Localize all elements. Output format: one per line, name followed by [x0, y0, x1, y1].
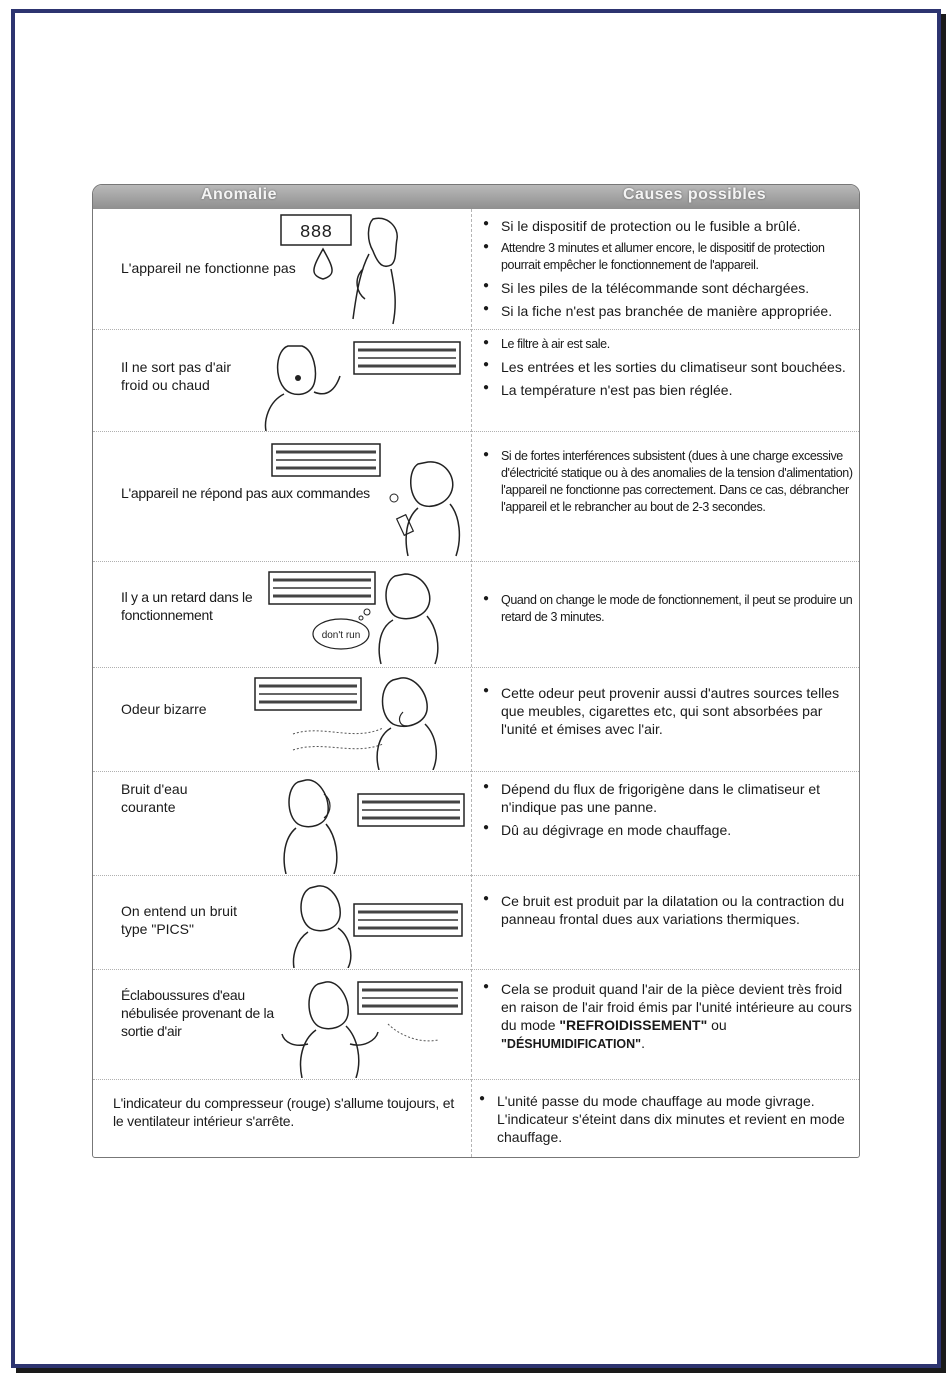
causes-list	[481, 217, 853, 325]
thought-bubble-text: don't run	[321, 630, 361, 641]
cause-item: ● Si de fortes interférences subsistent (dues à une charge excessive d'électricité statique ou à des anomalies de la tension d'alimentation) l'appareil ne fonctionne pas correctement. Dans ce cas, débrancher l'appareil et le rebrancher au bout de 2-3 secondes.	[481, 448, 853, 516]
person-water-sound-illustration	[278, 774, 468, 874]
cause-item: ● Attendre 3 minutes et allumer encore, le dispositif de protection pourrait empêcher le fonctionnement de l'appareil.	[481, 240, 853, 274]
cause-item: ● Quand on change le mode de fonctionnement, il peut se produire un retard de 3 minutes.	[481, 592, 853, 626]
person-air-conditioner-illustration	[258, 336, 468, 431]
anomaly-text: L'appareil ne répond pas aux commandes	[121, 485, 370, 501]
cause-item: ● Si les piles de la télécommande sont déchargées.	[481, 279, 853, 297]
person-smell-illustration	[253, 672, 468, 770]
person-display-illustration	[273, 209, 463, 329]
person-water-spray-illustration	[278, 974, 468, 1078]
table-row	[93, 561, 859, 668]
display-digits: 888	[299, 223, 333, 243]
cause-text-middle: ou	[707, 1017, 727, 1033]
causes-list	[481, 684, 853, 743]
table-row	[93, 1079, 859, 1158]
anomaly-text: Bruit d'eau courante	[121, 781, 188, 815]
person-pics-sound-illustration	[288, 880, 468, 968]
mode-dehumidification: "DÉSHUMIDIFICATION"	[501, 1037, 642, 1051]
mode-cooling: "REFROIDISSEMENT"	[559, 1017, 708, 1033]
causes-list	[481, 980, 853, 1053]
table-row	[93, 667, 859, 772]
cause-item: ● Si la fiche n'est pas branchée de manière appropriée.	[481, 302, 853, 320]
header-causes: Causes possibles	[623, 186, 767, 203]
cause-item	[481, 980, 853, 1053]
cause-item: ● Dépend du flux de frigorigène dans le climatiseur et n'indique pas une panne.	[481, 780, 853, 816]
cause-item: ● Si le dispositif de protection ou le fusible a brûlé.	[481, 217, 853, 235]
causes-list	[477, 1092, 849, 1151]
anomaly-text: Odeur bizarre	[121, 701, 207, 717]
anomaly-text: L'appareil ne fonctionne pas	[121, 260, 296, 276]
table-header	[93, 185, 859, 209]
cause-item: ● Cette odeur peut provenir aussi d'autres sources telles que meubles, cigarettes etc, qui sont absorbées par l'unité et émises avec l'air.	[481, 684, 853, 738]
cause-item: ● Ce bruit est produit par la dilatation ou la contraction du panneau frontal dues aux variations thermiques.	[481, 892, 853, 928]
header-anomaly: Anomalie	[201, 186, 278, 203]
cause-item: ● L'unité passe du mode chauffage au mode givrage. L'indicateur s'éteint dans dix minutes et revient en mode chauffage.	[477, 1092, 849, 1146]
person-remote-illustration	[268, 438, 468, 558]
causes-list	[481, 592, 853, 631]
troubleshooting-table	[92, 184, 860, 1158]
anomaly-text: Éclaboussures d'eau nébulisée provenant de la sortie d'air	[121, 987, 274, 1039]
cause-item: ● Le filtre à air est sale.	[481, 336, 853, 353]
table-row	[93, 431, 859, 562]
causes-list	[481, 448, 853, 521]
cause-item: ● Dû au dégivrage en mode chauffage.	[481, 821, 853, 839]
table-row	[93, 771, 859, 876]
table-row	[93, 209, 859, 329]
cause-text: Cela se produit quand l'air de la pièce devient très froid en raison de l'air froid émis par l'unité intérieure au cours du mode	[501, 981, 852, 1033]
cause-item: ● La température n'est pas bien réglée.	[481, 381, 853, 399]
anomaly-text: L'indicateur du compresseur (rouge) s'allume toujours, et le ventilateur intérieur s'arrête.	[113, 1095, 455, 1129]
table-row	[93, 969, 859, 1080]
bullet: ●	[483, 981, 490, 992]
cause-text-end: .	[641, 1035, 645, 1051]
causes-list	[481, 892, 853, 933]
person-delay-illustration	[265, 566, 465, 666]
anomaly-text: Il ne sort pas d'air froid ou chaud	[121, 359, 232, 393]
causes-list	[481, 780, 853, 844]
causes-list	[481, 336, 853, 404]
cause-item: ● Les entrées et les sorties du climatiseur sont bouchées.	[481, 358, 853, 376]
table-row	[93, 329, 859, 432]
anomaly-text: Il y a un retard dans le fonctionnement	[121, 589, 253, 623]
anomaly-text: On entend un bruit type "PICS"	[121, 903, 237, 937]
table-row	[93, 875, 859, 970]
